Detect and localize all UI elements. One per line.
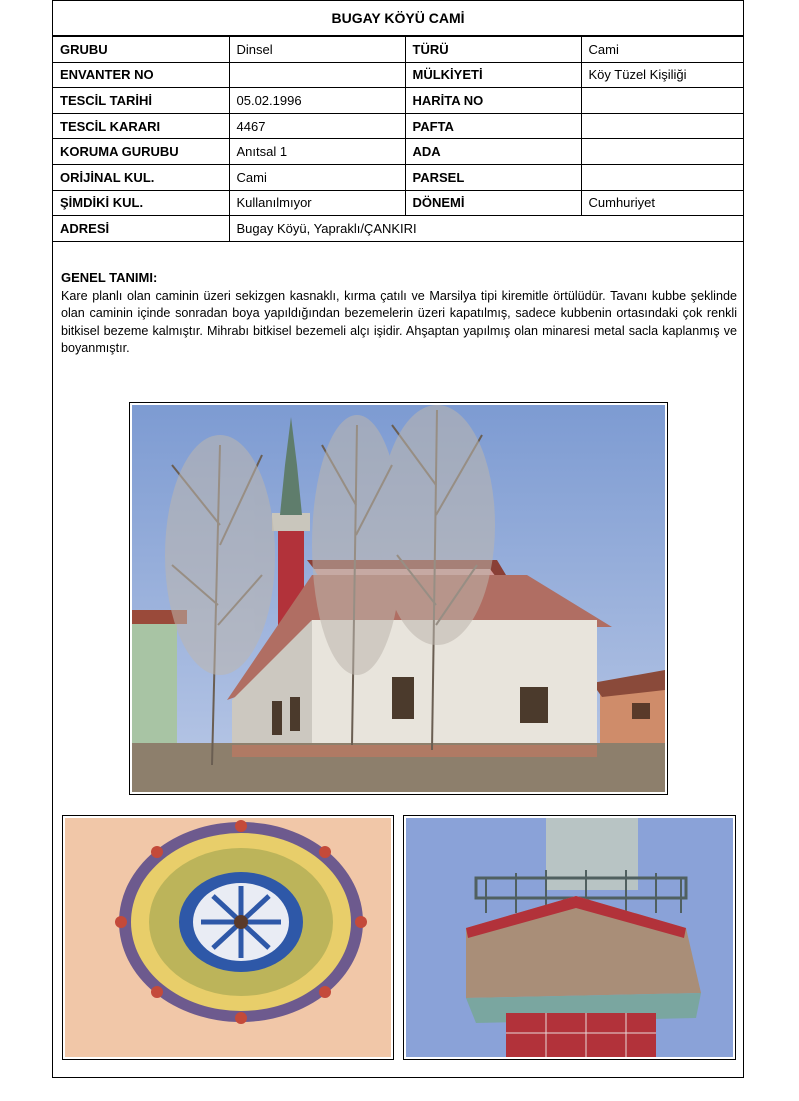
mulkiyet-label: MÜLKİYETİ: [405, 62, 581, 88]
pafta-value: [581, 113, 743, 139]
description-text: Kare planlı olan caminin üzeri sekizgen kasnaklı, kırma çatılı ve Marsilya tipi kiremitle örtülüdür. Tavanı kubbe şeklinde olan caminin içinde sonradan boya yapıldığından bezemelerin üzeri kapatılmış, sadece kubbenin ortasındaki çok renkli bitkisel bezeme kalmıştır. Mihrabı bitkisel bezemeli alçı işidir. Ahşaptan yapılmış olan minaresi metal sacla kaplanmış ve boyanmıştır.: [61, 288, 737, 355]
simdiki-value: Kullanılmıyor: [229, 190, 405, 216]
orijinal-label: ORİJİNAL KUL.: [53, 164, 229, 190]
tescil-tarihi-value: 05.02.1996: [229, 88, 405, 114]
pafta-label: PAFTA: [405, 113, 581, 139]
envanter-label: ENVANTER NO: [53, 62, 229, 88]
table-row: [53, 113, 743, 139]
ada-label: ADA: [405, 139, 581, 165]
minaret-detail-photo: [403, 815, 736, 1060]
general-description: [61, 269, 737, 358]
adres-label: ADRESİ: [53, 216, 229, 242]
parsel-label: PARSEL: [405, 164, 581, 190]
mosque-exterior-image: [132, 405, 665, 792]
parsel-value: [581, 164, 743, 190]
table-row: [53, 216, 743, 242]
table-row: [53, 37, 743, 63]
grubu-value: Dinsel: [229, 37, 405, 63]
description-heading: GENEL TANIMI:: [61, 270, 158, 285]
table-row: [53, 164, 743, 190]
tescil-karari-label: TESCİL KARARI: [53, 113, 229, 139]
orijinal-value: Cami: [229, 164, 405, 190]
table-row: [53, 62, 743, 88]
mulkiyet-value: Köy Tüzel Kişiliği: [581, 62, 743, 88]
donemi-value: Cumhuriyet: [581, 190, 743, 216]
koruma-label: KORUMA GURUBU: [53, 139, 229, 165]
ada-value: [581, 139, 743, 165]
simdiki-label: ŞİMDİKİ KUL.: [53, 190, 229, 216]
turu-value: Cami: [581, 37, 743, 63]
minaret-detail-image: [406, 818, 733, 1057]
dome-ornament-image: [65, 818, 391, 1057]
harita-value: [581, 88, 743, 114]
table-row: [53, 88, 743, 114]
tescil-tarihi-label: TESCİL TARİHİ: [53, 88, 229, 114]
turu-label: TÜRÜ: [405, 37, 581, 63]
mosque-exterior-photo: [129, 402, 668, 795]
koruma-value: Anıtsal 1: [229, 139, 405, 165]
table-row: [53, 139, 743, 165]
sheet-title: BUGAY KÖYÜ CAMİ: [53, 1, 743, 36]
donemi-label: DÖNEMİ: [405, 190, 581, 216]
envanter-value: [229, 62, 405, 88]
tescil-karari-value: 4467: [229, 113, 405, 139]
table-row: [53, 190, 743, 216]
dome-ornament-photo: [62, 815, 394, 1060]
adres-value: Bugay Köyü, Yapraklı/ÇANKIRI: [229, 216, 743, 242]
info-table: [53, 36, 743, 242]
grubu-label: GRUBU: [53, 37, 229, 63]
harita-label: HARİTA NO: [405, 88, 581, 114]
